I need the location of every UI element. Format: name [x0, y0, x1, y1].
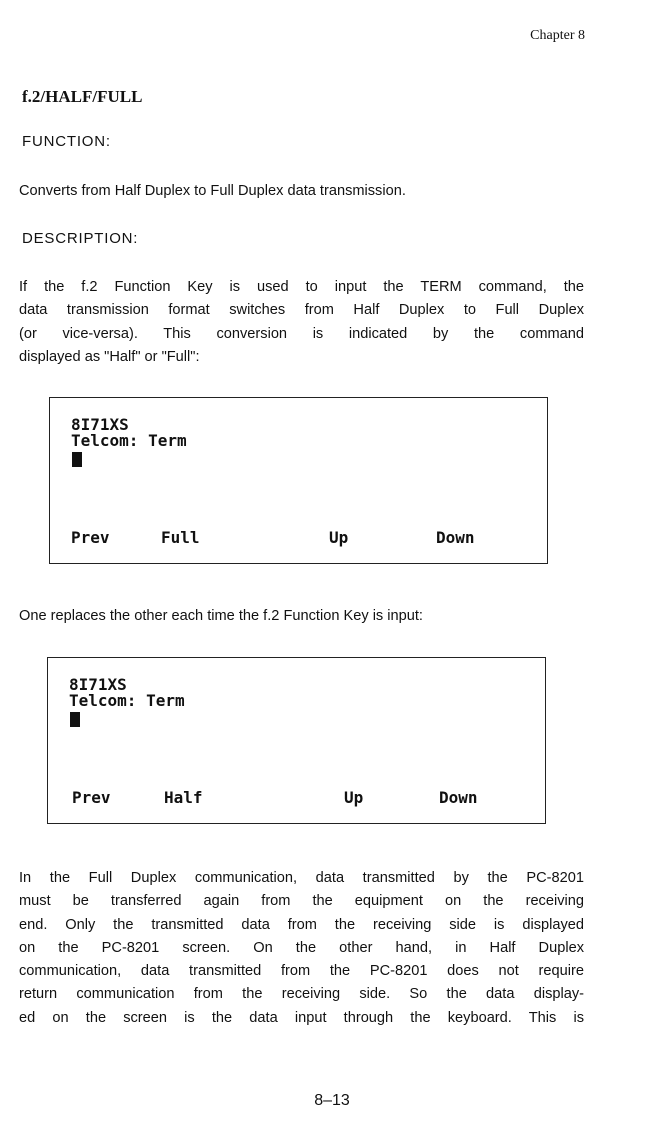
screen-line-model: 8I71XS [69, 675, 127, 694]
function-label: FUNCTION: [22, 133, 111, 150]
body-paragraph [19, 867, 584, 1030]
fkey-full: Full [161, 528, 200, 547]
body-line: ed on the screen is the data input through the keyboard. This is [19, 1009, 584, 1026]
fkey-down: Down [436, 528, 475, 547]
section-title: f.2/HALF/FULL [22, 87, 143, 106]
screen-display-full [49, 397, 548, 564]
body-line: In the Full Duplex communication, data transmitted by the PC-8201 [19, 870, 584, 886]
description-label: DESCRIPTION: [22, 230, 139, 247]
body-line: end. Only the transmitted data from the receiving side is displayed [19, 916, 584, 933]
fkey-down: Down [439, 788, 478, 807]
fkey-prev: Prev [72, 788, 111, 807]
cursor-block-icon [72, 452, 82, 467]
body-line: must be transferred again from the equipment on the receiving [19, 893, 584, 910]
description-line: (or vice-versa). This conversion is indicated by the command [19, 325, 584, 342]
page-number: 8–13 [314, 1092, 350, 1109]
description-line: If the f.2 Function Key is used to input the TERM command, the [19, 279, 584, 295]
screen-line-telcom: Telcom: Term [71, 431, 187, 450]
screen-line-model: 8I71XS [71, 415, 129, 434]
fkey-prev: Prev [71, 528, 110, 547]
description-paragraph [19, 276, 584, 369]
between-text [19, 605, 584, 628]
screen-line-telcom: Telcom: Term [69, 691, 185, 710]
fkey-half: Half [164, 788, 203, 807]
chapter-header: Chapter 8 [530, 28, 585, 43]
screen-display-half [47, 657, 546, 824]
function-text-line: Converts from Half Duplex to Full Duplex data transmission. [19, 183, 406, 199]
function-text [19, 180, 584, 203]
description-line: displayed as "Half" or "Full": [19, 348, 200, 365]
fkey-up: Up [344, 788, 364, 807]
fkey-up: Up [329, 528, 349, 547]
body-line: communication, data transmitted from the PC-8201 does not require [19, 963, 584, 980]
body-line: on the PC-8201 screen. On the other hand, in Half Duplex [19, 939, 584, 956]
cursor-block-icon [70, 712, 80, 727]
body-line: return communication from the receiving side. So the data display- [19, 986, 584, 1003]
between-text-line: One replaces the other each time the f.2 Function Key is input: [19, 608, 423, 624]
description-line: data transmission format switches from Half Duplex to Full Duplex [19, 302, 584, 319]
